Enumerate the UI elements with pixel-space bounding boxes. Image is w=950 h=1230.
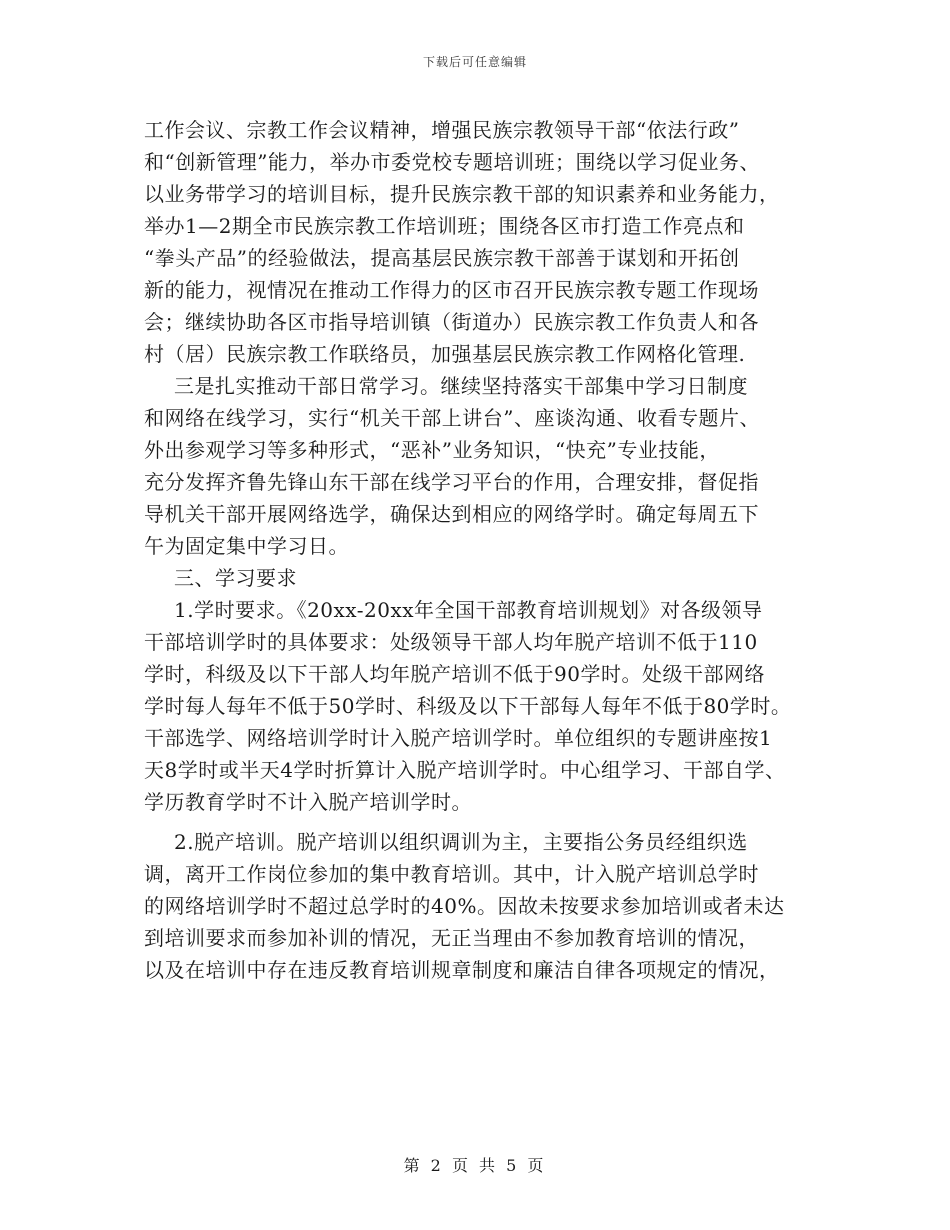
page-header: 下载后可任意编辑 xyxy=(422,55,527,69)
text-line: 新的能力，视情况在推动工作得力的区市召开民族宗教专题工作现场 xyxy=(144,278,759,302)
text-line: 和“创新管理”能力，举办市委党校专题培训班；围绕以学习促业务、 xyxy=(144,150,760,174)
text-line: 午为固定集中学习日。 xyxy=(144,534,349,558)
text-line: 干部培训学时的具体要求：处级领导干部人均年脱产培训不低于110 xyxy=(144,630,758,654)
paragraph-start-line: 1.学时要求。《20xx-20xx年全国干部教育培训规划》对各级领导 xyxy=(174,598,763,622)
paragraph-start-line: 三是扎实推动干部日常学习。继续坚持落实干部集中学习日制度 xyxy=(174,374,748,398)
paragraph-gap xyxy=(144,818,844,826)
section-heading: 三、学习要求 xyxy=(174,566,297,590)
text-line: 调，离开工作岗位参加的集中教育培训。其中，计入脱产培训总学时 xyxy=(144,862,759,886)
text-line: 的网络培训学时不超过总学时的40%。因故未按要求参加培训或者未达 xyxy=(144,894,785,918)
text-line: 会；继续协助各区市指导培训镇（街道办）民族宗教工作负责人和各 xyxy=(144,310,759,334)
text-line: 工作会议、宗教工作会议精神，增强民族宗教领导干部“依法行政” xyxy=(144,118,740,142)
text-line: 以业务带学习的培训目标，提升民族宗教干部的知识素养和业务能力， xyxy=(144,182,780,206)
text-line: 村（居）民族宗教工作联络员，加强基层民族宗教工作网格化管理. xyxy=(144,342,746,366)
text-line: 以及在培训中存在违反教育培训规章制度和廉洁自律各项规定的情况， xyxy=(144,958,780,982)
text-line: 充分发挥齐鲁先锋山东干部在线学习平台的作用，合理安排，督促指 xyxy=(144,470,759,494)
text-line: 天8学时或半天4学时折算计入脱产培训学时。中心组学习、干部自学、 xyxy=(144,758,786,782)
page-number-footer: 第 2 页 共 5 页 xyxy=(403,1156,547,1175)
text-line: 举办1—2期全市民族宗教工作培训班；围绕各区市打造工作亮点和 xyxy=(144,214,745,238)
text-line: 外出参观学习等多种形式，“恶补”业务知识，“快充”专业技能， xyxy=(144,438,720,462)
document-body xyxy=(144,114,844,986)
paragraph-start-line: 2.脱产培训。脱产培训以组织调训为主，主要指公务员经组织选 xyxy=(174,830,748,854)
text-line: 学时每人每年不低于50学时、科级及以下干部每人每年不低于80学时。 xyxy=(144,694,792,718)
text-line: 和网络在线学习，实行“机关干部上讲台”、座谈沟通、收看专题片、 xyxy=(144,406,760,430)
text-line: 干部选学、网络培训学时计入脱产培训学时。单位组织的专题讲座按1 xyxy=(144,726,773,750)
text-line: 学时，科级及以下干部人均年脱产培训不低于90学时。处级干部网络 xyxy=(144,662,765,686)
text-line: 导机关干部开展网络选学，确保达到相应的网络学时。确定每周五下 xyxy=(144,502,759,526)
text-line: 到培训要求而参加补训的情况，无正当理由不参加教育培训的情况， xyxy=(144,926,759,950)
text-line: “拳头产品”的经验做法，提高基层民族宗教干部善于谋划和开拓创 xyxy=(144,246,740,270)
text-line: 学历教育学时不计入脱产培训学时。 xyxy=(144,790,472,814)
